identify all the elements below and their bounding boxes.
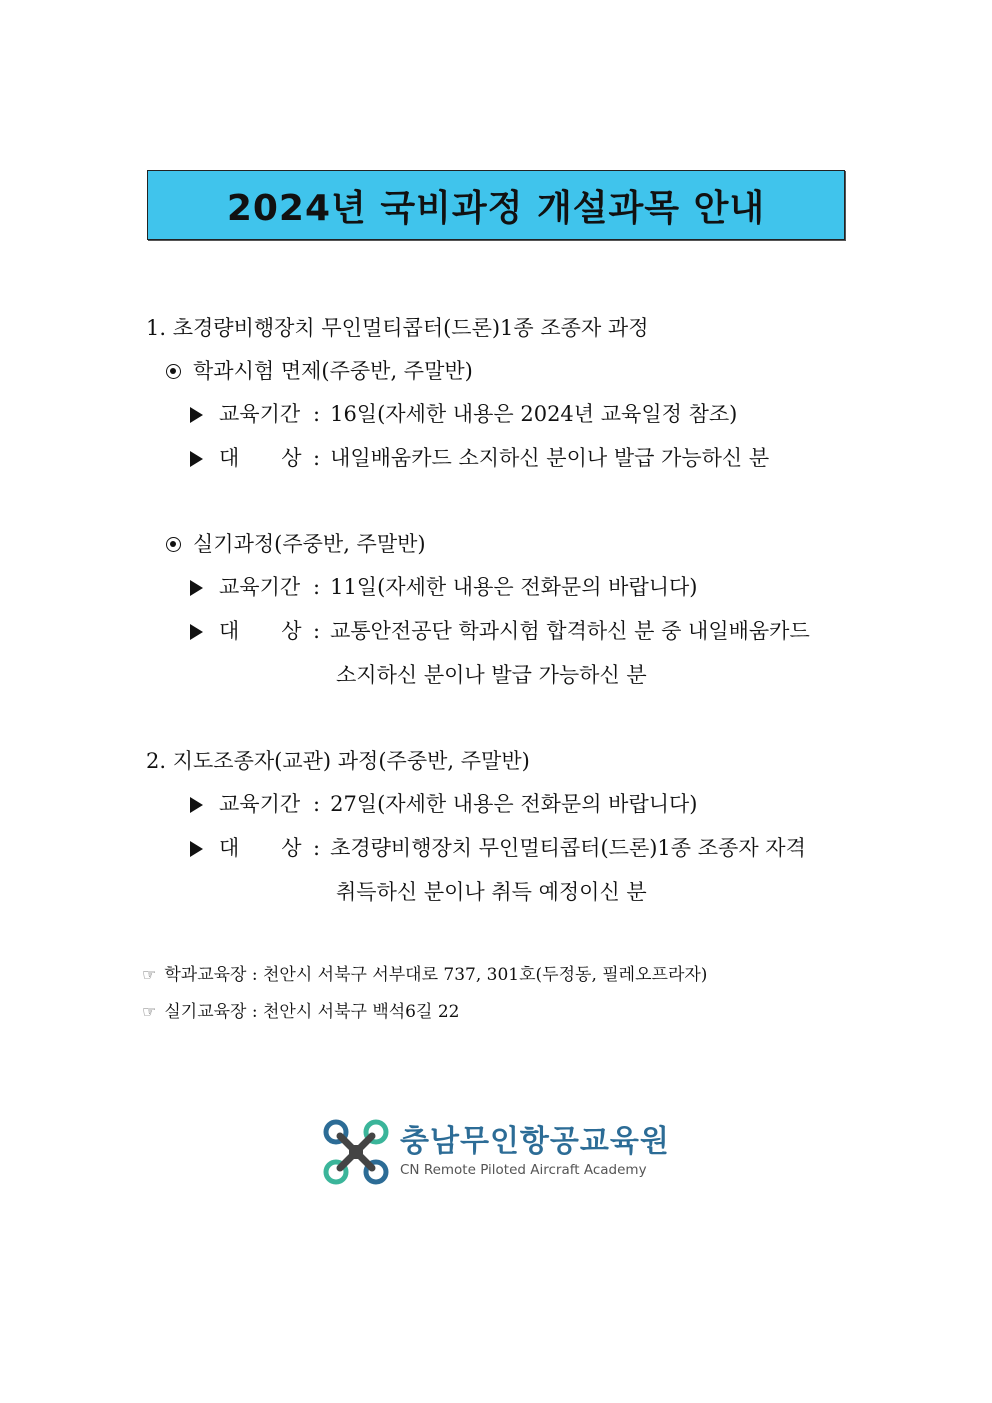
section1-sub1-heading: 학과시험 면제(주중반, 주말반) <box>193 359 473 383</box>
logo-name-korean: 충남무인항공교육원 <box>400 1124 670 1159</box>
colon: : <box>313 402 321 426</box>
triangle-bullet-icon <box>190 451 203 467</box>
note-classroom <box>142 963 707 987</box>
period-label: 교육기간 <box>219 402 301 426</box>
section2-period-row <box>190 790 698 818</box>
note-classroom-text: 학과교육장 : 천안시 서북구 서부대로 737, 301호(두정동, 필레오프라자) <box>164 965 708 985</box>
section2-target-row <box>190 834 806 862</box>
note-practice <box>142 1000 459 1024</box>
section1-sub1-target-row <box>190 444 769 472</box>
period-label: 교육기간 <box>219 575 301 599</box>
section1-sub1-period-row <box>190 400 737 428</box>
triangle-bullet-icon <box>190 841 203 857</box>
triangle-bullet-icon <box>190 624 203 640</box>
section1-sub1-heading-row <box>166 357 473 385</box>
section1-sub2-period-row <box>190 573 698 601</box>
colon: : <box>313 792 321 816</box>
section1-heading: 1. 초경량비행장치 무인멀티콥터(드론)1종 조종자 과정 <box>146 316 649 340</box>
period-value: 11일(자세한 내용은 전화문의 바랍니다) <box>330 575 698 599</box>
colon: : <box>313 836 321 860</box>
section2-target-continued: 취득하신 분이나 취득 예정이신 분 <box>336 880 647 904</box>
colon: : <box>313 446 321 470</box>
title-box <box>147 170 845 240</box>
period-value: 27일(자세한 내용은 전화문의 바랍니다) <box>330 792 698 816</box>
colon: : <box>313 619 321 643</box>
target-value: 교통안전공단 학과시험 합격하신 분 중 내일배움카드 <box>330 619 810 643</box>
section1-sub2-target-row <box>190 617 810 645</box>
target-value: 초경량비행장치 무인멀티콥터(드론)1종 조종자 자격 <box>330 836 806 860</box>
section2-heading: 2. 지도조종자(교관) 과정(주중반, 주말반) <box>146 749 530 773</box>
section1-sub2-heading: 실기과정(주중반, 주말반) <box>193 532 426 556</box>
triangle-bullet-icon <box>190 797 203 813</box>
section1-sub2-heading-row <box>166 530 426 558</box>
note-practice-text: 실기교육장 : 천안시 서북구 백석6길 22 <box>164 1002 460 1022</box>
period-value: 16일(자세한 내용은 2024년 교육일정 참조) <box>330 402 738 426</box>
period-label: 교육기간 <box>219 792 301 816</box>
colon: : <box>313 575 321 599</box>
target-value: 내일배움카드 소지하신 분이나 발급 가능하신 분 <box>330 446 770 470</box>
page-title: 2024년 국비과정 개설과목 안내 <box>226 187 766 229</box>
radio-bullet-icon <box>166 537 181 552</box>
target-label: 대 상 <box>219 619 302 643</box>
section1-sub2-target-continued: 소지하신 분이나 발급 가능하신 분 <box>336 663 647 687</box>
academy-logo <box>322 1118 670 1186</box>
triangle-bullet-icon <box>190 580 203 596</box>
triangle-bullet-icon <box>190 407 203 423</box>
logo-name-english: CN Remote Piloted Aircraft Academy <box>400 1162 647 1178</box>
target-label: 대 상 <box>219 446 302 470</box>
pointing-hand-icon: ☞ <box>142 1002 157 1021</box>
pointing-hand-icon: ☞ <box>142 965 157 984</box>
target-label: 대 상 <box>219 836 302 860</box>
drone-logo-icon <box>322 1118 390 1186</box>
radio-bullet-icon <box>166 364 181 379</box>
